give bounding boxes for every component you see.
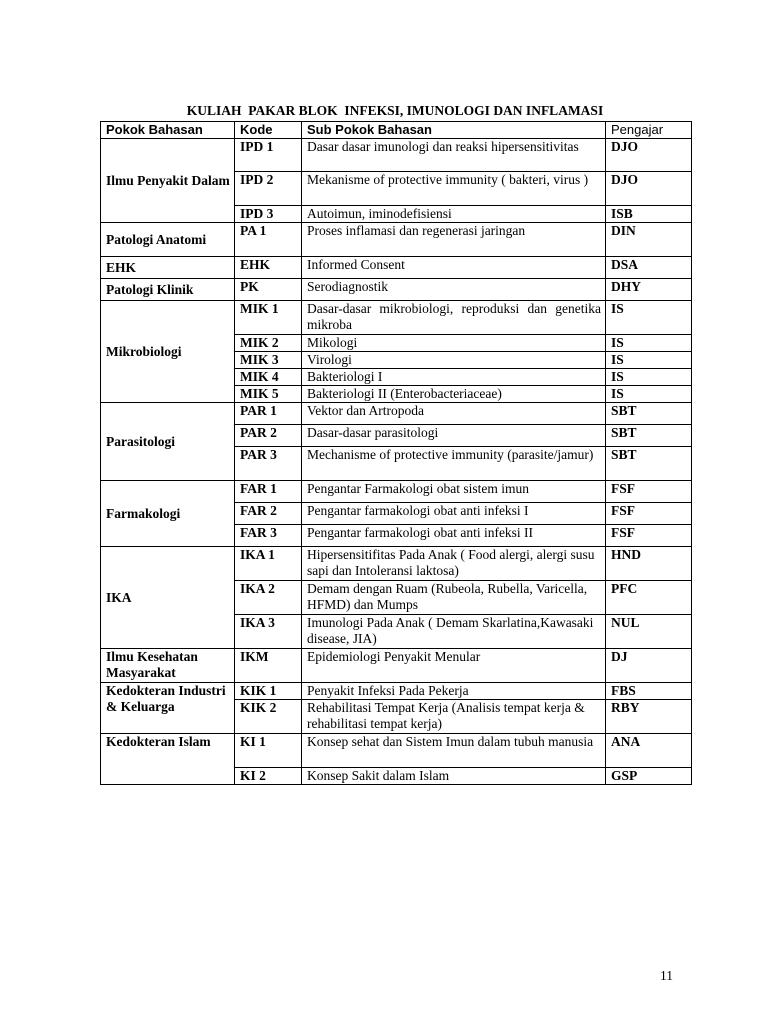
header-sub-pokok-bahasan: Sub Pokok Bahasan — [302, 122, 606, 139]
sub-pokok-bahasan-cell: Konsep sehat dan Sistem Imun dalam tubuh manusia — [302, 734, 606, 768]
sub-pokok-bahasan-cell: Konsep Sakit dalam Islam — [302, 768, 606, 785]
pokok-bahasan-cell: Ilmu Penyakit Dalam — [101, 139, 235, 223]
table-row — [101, 301, 692, 335]
header-pengajar: Pengajar — [606, 122, 692, 139]
kode-cell: KIK 1 — [235, 683, 302, 700]
sub-pokok-bahasan-cell: Dasar-dasar mikrobiologi, reproduksi dan genetika mikroba — [302, 301, 606, 335]
pengajar-cell: DSA — [606, 257, 692, 279]
kode-cell: IPD 3 — [235, 206, 302, 223]
table-row — [101, 223, 692, 257]
kode-cell: FAR 2 — [235, 503, 302, 525]
pokok-bahasan-cell: Ilmu Kesehatan Masyarakat — [101, 649, 235, 683]
sub-pokok-bahasan-cell: Dasar-dasar parasitologi — [302, 425, 606, 447]
table-row — [101, 257, 692, 279]
sub-pokok-bahasan-cell: Hipersensitifitas Pada Anak ( Food alergi, alergi susu sapi dan Intoleransi laktosa) — [302, 547, 606, 581]
table-row — [101, 734, 692, 768]
sub-pokok-bahasan-cell: Mikologi — [302, 335, 606, 352]
page-number: 11 — [660, 968, 673, 983]
sub-pokok-bahasan-cell: Autoimun, iminodefisiensi — [302, 206, 606, 223]
table-row — [101, 683, 692, 700]
kode-cell: PA 1 — [235, 223, 302, 257]
table-row — [101, 481, 692, 503]
sub-pokok-bahasan-cell: Informed Consent — [302, 257, 606, 279]
sub-pokok-bahasan-cell: Bakteriologi I — [302, 369, 606, 386]
pokok-bahasan-cell: EHK — [101, 257, 235, 279]
pengajar-cell: IS — [606, 335, 692, 352]
pengajar-cell: ANA — [606, 734, 692, 768]
pengajar-cell: FBS — [606, 683, 692, 700]
pengajar-cell: HND — [606, 547, 692, 581]
sub-pokok-bahasan-cell: Proses inflamasi dan regenerasi jaringan — [302, 223, 606, 257]
pokok-bahasan-cell: Patologi Anatomi — [101, 223, 235, 257]
kode-cell: IPD 2 — [235, 172, 302, 206]
lecture-table — [100, 121, 692, 785]
kode-cell: KI 2 — [235, 768, 302, 785]
kode-cell: PAR 1 — [235, 403, 302, 425]
kode-cell: MIK 5 — [235, 386, 302, 403]
sub-pokok-bahasan-cell: Serodiagnostik — [302, 279, 606, 301]
pengajar-cell: PFC — [606, 581, 692, 615]
pokok-bahasan-cell: Parasitologi — [101, 403, 235, 481]
kode-cell: IPD 1 — [235, 139, 302, 172]
pokok-bahasan-cell: Patologi Klinik — [101, 279, 235, 301]
sub-pokok-bahasan-cell: Penyakit Infeksi Pada Pekerja — [302, 683, 606, 700]
sub-pokok-bahasan-cell: Pengantar Farmakologi obat sistem imun — [302, 481, 606, 503]
kode-cell: FAR 3 — [235, 525, 302, 547]
pengajar-cell: ISB — [606, 206, 692, 223]
kode-cell: FAR 1 — [235, 481, 302, 503]
kode-cell: MIK 4 — [235, 369, 302, 386]
table-row — [101, 279, 692, 301]
pengajar-cell: DIN — [606, 223, 692, 257]
kode-cell: IKM — [235, 649, 302, 683]
table-row — [101, 403, 692, 425]
kode-cell: KI 1 — [235, 734, 302, 768]
sub-pokok-bahasan-cell: Pengantar farmakologi obat anti infeksi I — [302, 503, 606, 525]
pengajar-cell: FSF — [606, 525, 692, 547]
sub-pokok-bahasan-cell: Epidemiologi Penyakit Menular — [302, 649, 606, 683]
kode-cell: MIK 3 — [235, 352, 302, 369]
pengajar-cell: SBT — [606, 425, 692, 447]
pokok-bahasan-cell: Farmakologi — [101, 481, 235, 547]
kode-cell: PAR 2 — [235, 425, 302, 447]
kode-cell: KIK 2 — [235, 700, 302, 734]
sub-pokok-bahasan-cell: Rehabilitasi Tempat Kerja (Analisis tempat kerja & rehabilitasi tempat kerja) — [302, 700, 606, 734]
document-title: KULIAH PAKAR BLOK INFEKSI, IMUNOLOGI DAN INFLAMASI — [186, 103, 604, 118]
table-row — [101, 649, 692, 683]
pengajar-cell: FSF — [606, 503, 692, 525]
header-kode: Kode — [235, 122, 302, 139]
sub-pokok-bahasan-cell: Mekanisme of protective immunity ( bakteri, virus ) — [302, 172, 606, 206]
kode-cell: IKA 1 — [235, 547, 302, 581]
pengajar-cell: IS — [606, 369, 692, 386]
kode-cell: IKA 3 — [235, 615, 302, 649]
pengajar-cell: DJO — [606, 172, 692, 206]
pengajar-cell: GSP — [606, 768, 692, 785]
kode-cell: EHK — [235, 257, 302, 279]
sub-pokok-bahasan-cell: Virologi — [302, 352, 606, 369]
table-row — [101, 547, 692, 581]
pengajar-cell: DJ — [606, 649, 692, 683]
pengajar-cell: IS — [606, 352, 692, 369]
sub-pokok-bahasan-cell: Dasar dasar imunologi dan reaksi hipersensitivitas — [302, 139, 606, 172]
sub-pokok-bahasan-cell: Vektor dan Artropoda — [302, 403, 606, 425]
kode-cell: MIK 2 — [235, 335, 302, 352]
sub-pokok-bahasan-cell: Demam dengan Ruam (Rubeola, Rubella, Varicella, HFMD) dan Mumps — [302, 581, 606, 615]
pokok-bahasan-cell: Mikrobiologi — [101, 301, 235, 403]
sub-pokok-bahasan-cell: Pengantar farmakologi obat anti infeksi II — [302, 525, 606, 547]
pengajar-cell: SBT — [606, 447, 692, 481]
kode-cell: PAR 3 — [235, 447, 302, 481]
pengajar-cell: DHY — [606, 279, 692, 301]
header-pokok-bahasan: Pokok Bahasan — [101, 122, 235, 139]
pengajar-cell: DJO — [606, 139, 692, 172]
pengajar-cell: IS — [606, 386, 692, 403]
table-row — [101, 139, 692, 172]
sub-pokok-bahasan-cell: Bakteriologi II (Enterobacteriaceae) — [302, 386, 606, 403]
sub-pokok-bahasan-cell: Mechanisme of protective immunity (parasite/jamur) — [302, 447, 606, 481]
pokok-bahasan-cell: IKA — [101, 547, 235, 649]
pengajar-cell: IS — [606, 301, 692, 335]
pokok-bahasan-cell: Kedokteran Islam — [101, 734, 235, 785]
kode-cell: IKA 2 — [235, 581, 302, 615]
pengajar-cell: NUL — [606, 615, 692, 649]
kode-cell: MIK 1 — [235, 301, 302, 335]
kode-cell: PK — [235, 279, 302, 301]
pengajar-cell: SBT — [606, 403, 692, 425]
pengajar-cell: FSF — [606, 481, 692, 503]
pengajar-cell: RBY — [606, 700, 692, 734]
sub-pokok-bahasan-cell: Imunologi Pada Anak ( Demam Skarlatina,Kawasaki disease, JIA) — [302, 615, 606, 649]
table-header-row — [101, 122, 692, 139]
pokok-bahasan-cell: Kedokteran Industri & Keluarga — [101, 683, 235, 734]
